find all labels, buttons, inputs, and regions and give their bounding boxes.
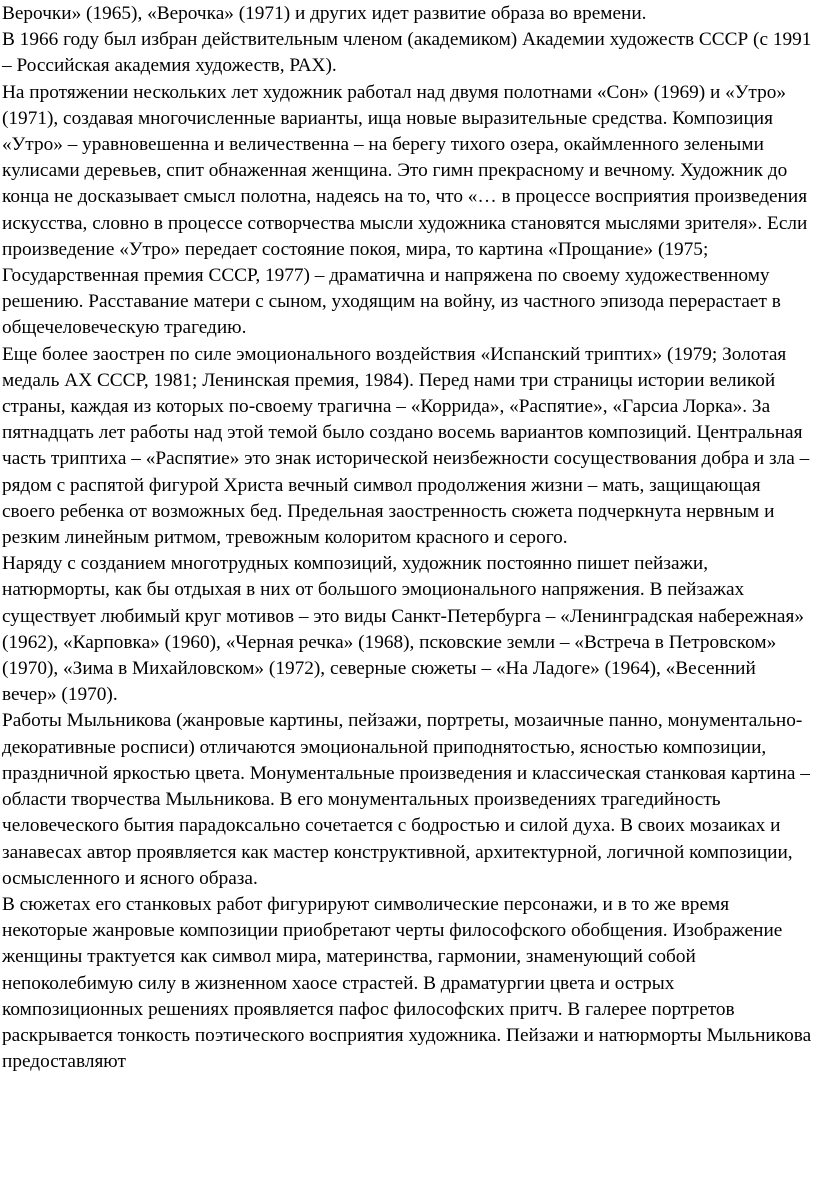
paragraph-7: В сюжетах его станковых работ фигурируют символические персонажи, и в то же время некоторые жанровые композиции приобретают черты философского обобщения. Изображение женщины трактуется как символ мира, материнства, гармонии, знаменующий собой непоколебимую силу в жизненном хаосе страстей. В драматургии цвета и острых композиционных решениях проявляется пафос философских притч. В галерее портретов раскрывается тонкость поэтического восприятия художника. Пейзажи и натюрморты Мыльникова предоставляют [2, 893, 812, 1073]
paragraph-4: Еще более заострен по силе эмоционального воздействия «Испанский триптих» (1979; Золотая медаль АХ СССР, 1981; Ленинская премия, 1984). Перед нами три страницы истории великой страны, каждая из которых по-своему трагична – «Коррида», «Распятие», «Гарсиа Лорка». За пятнадцать лет работы над этой темой было создано восемь вариантов композиций. Центральная часть триптиха – «Распятие» это знак исторической неизбежности сосуществования добра и зла – рядом с распятой фигурой Христа вечный символ продолжения жизни – мать, защищающая своего ребенка от возможных бед. Предельная заостренность сюжета подчеркнута нервным и резким линейным ритмом, тревожным колоритом красного и серого. [2, 343, 810, 549]
paragraph-5: Наряду с созданием многотрудных композиций, художник постоянно пишет пейзажи, натюрморты, как бы отдыхая в них от большого эмоционального напряжения. В пейзажах существует любимый круг мотивов – это виды Санкт-Петербурга – «Ленинградская набережная» (1962), «Карповка» (1960), «Черная речка» (1968), псковские земли – «Встреча в Петровском» (1970), «Зима в Михайловском» (1972), северные сюжеты – «На Ладоге» (1964), «Весенний вечер» (1970). [2, 553, 804, 706]
paragraph-6: Работы Мыльникова (жанровые картины, пейзажи, портреты, мозаичные панно, монументально-декоративные росписи) отличаются эмоциональной приподнятостью, ясностью композиции, праздничной яркостью цвета. Монументальные произведения и классическая станковая картина – области творчества Мыльникова. В его монументальных произведениях трагедийность человеческого бытия парадоксально сочетается с бодростью и силой духа. В своих мозаиках и занавесах автор проявляется как мастер конструктивной, архитектурной, логичной композиции, осмысленного и ясного образа. [2, 710, 810, 889]
paragraph-3: На протяжении нескольких лет художник работал над двумя полотнами «Сон» (1969) и «Утро» (1971), создавая многочисленные варианты, ища новые выразительные средства. Композиция «Утро» – уравновешенна и величественна – на берегу тихого озера, окаймленного зелеными кулисами деревьев, спит обнаженная женщина. Это гимн прекрасному и вечному. Художник до конца не досказывает смысл полотна, надеясь на то, что «… в процессе восприятия произведения искусства, словно в процессе сотворчества мысли художника становятся мыслями зрителя». Если произведение «Утро» передает состояние покоя, мира, то картина «Прощание» (1975; Государственная премия СССР, 1977) – драматична и напряжена по своему художественному решению. Расставание матери с сыном, уходящим на войну, из частного эпизода перерастает в общечеловеческую трагедию. [2, 81, 808, 339]
paragraph-1: Верочки» (1965), «Верочка» (1971) и других идет развитие образа во времени. [2, 3, 647, 24]
paragraph-2: В 1966 году был избран действительным членом (академиком) Академии художеств СССР (с 1991 – Российская академия художеств, РАХ). [2, 29, 812, 77]
